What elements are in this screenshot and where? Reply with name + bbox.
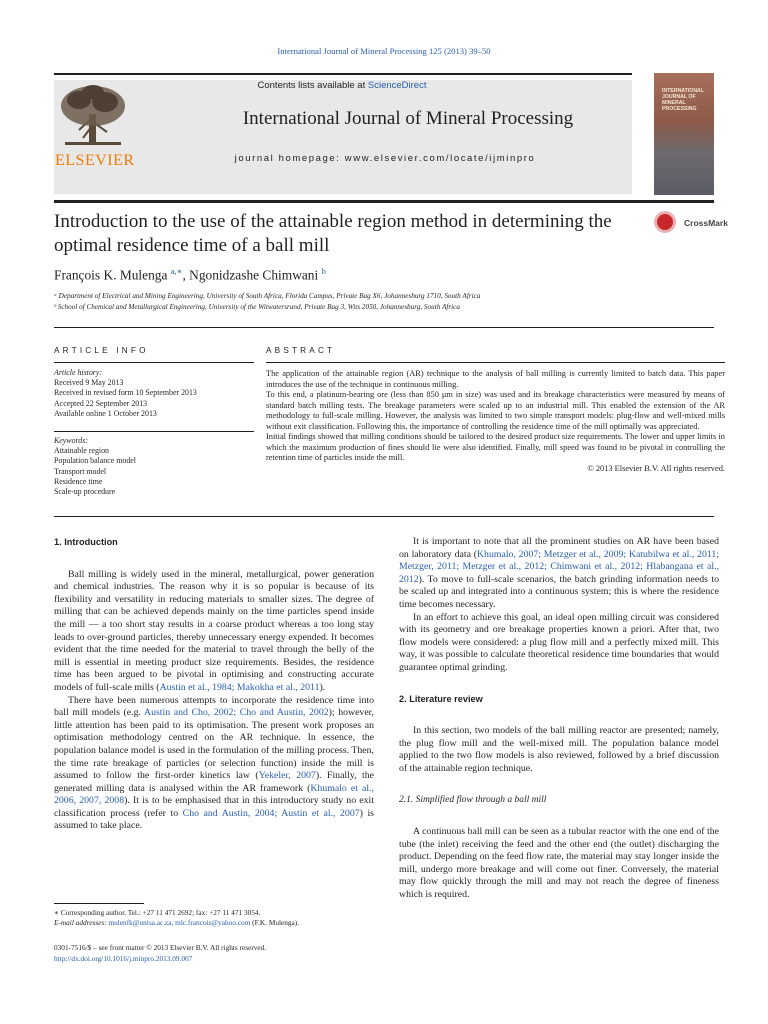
history-item: Received 9 May 2013: [54, 378, 124, 388]
text-run: It is important to note that all the prominent studies on AR have been based on laboratory data (: [399, 536, 719, 560]
section-heading-literature-review: 2. Literature review: [399, 693, 483, 704]
affiliation-a: ᵃ Department of Electrical and Mining Engineering, University of South Africa, Florida Campus, Private Bag X6, Johannesburg 1710, South Africa: [54, 292, 481, 300]
keyword-item: Transport model: [54, 466, 107, 476]
journal-cover-thumbnail[interactable]: [654, 73, 714, 195]
citation-link[interactable]: Cho and Austin, 2004; Austin et al., 2007: [182, 807, 360, 819]
author-separator: ,: [182, 267, 190, 283]
text-run: Ball milling is widely used in the mineral, metallurgical, power generation and chemical industries. The reason why it is so popular is because of its flexibility and versatility in reducing materials to smaller sizes. The degree of milling that can be achieved depends mainly on the time particles spend inside the mill — a too short stay results in a coarse product whereas a too long stay leads to over-ground particles, thereby unnecessary energy expended. It becomes evident that the time needed for the material to travel through the belly of the mill is essential in meeting product size requirements. Besides, the residence time has been argued to be pivotal in optimising and constructing accurate models of full-scale mills (: [54, 568, 374, 693]
right-column: [399, 536, 719, 902]
text-run: ). Finally, the generated milling data is analysed within the AR framework (: [54, 770, 374, 794]
doi-link[interactable]: http://dx.doi.org/10.1016/j.minpro.2013.09.007: [54, 954, 193, 963]
subsection-heading: 2.1. Simplified flow through a ball mill: [399, 794, 547, 805]
affiliation-b: ᵇ School of Chemical and Metallurgical Engineering, University of the Witwatersrand, Private Bag 3, Wits 2050, Johannesburg, South Africa: [54, 303, 460, 311]
abstract-paragraph: To this end, a platinum-bearing ore (less than 850 μm in size) was used and its breakage characteristics were measured by means of standard batch milling tests. The breakage parameters were scaled up to an industrial mill. This enabled the extension of the AR methodology to full-scale milling. However, the analysis was limited to two simple transport models: plug-flow and well-mixed mills without exit classification. Following this, the importance of controlling the residence time of the mill optimally was appreciated.: [266, 390, 725, 431]
intro-paragraph-1: [54, 569, 374, 695]
history-item: Accepted 22 September 2013: [54, 398, 148, 408]
journal-header-box: [54, 80, 632, 194]
header-top-rule: [54, 73, 632, 75]
intro-paragraph-2: [54, 695, 374, 834]
journal-reference-link[interactable]: International Journal of Mineral Processing 125 (2013) 39–50: [277, 46, 491, 56]
citation-link[interactable]: Austin and Cho, 2002; Cho and Austin, 2002: [144, 707, 329, 719]
author-1: François K. Mulenga: [54, 267, 171, 283]
issn-line: [54, 942, 374, 964]
affiliation-rule: [54, 327, 714, 328]
abstract-body: [266, 369, 725, 474]
text-run: ). It is to be emphasised that in this introductory study no exit classification process (refer to: [54, 795, 374, 819]
abstract-paragraph: The application of the attainable region (AR) technique to the analysis of ball milling is currently limited to batch data. This paper introduces the use of the technique in continuous milling.: [266, 369, 725, 389]
footnote: [54, 908, 374, 928]
text-run: ).: [319, 681, 326, 693]
footnote-rule: [54, 903, 144, 904]
keyword-item: Population balance model: [54, 456, 136, 466]
spacer: [399, 675, 719, 693]
author-1-affiliation-mark[interactable]: a,∗: [170, 266, 183, 276]
crossmark-label[interactable]: CrossMark: [684, 218, 728, 228]
cover-title: INTERNATIONAL JOURNAL OF MINERAL PROCESSING: [662, 88, 704, 112]
email-link[interactable]: mulenfk@unisa.ac.za, mlc.francois@yahoo.com: [108, 918, 251, 927]
info-rule: [54, 362, 254, 363]
email-name: (F.K. Mulenga).: [250, 918, 300, 927]
article-history: [54, 368, 254, 419]
header-bottom-rule: [54, 200, 714, 203]
citation-link[interactable]: Khumalo et al., 2006, 2007, 2008: [54, 782, 374, 807]
abstract-copyright: © 2013 Elsevier B.V. All rights reserved.: [587, 463, 725, 473]
article-info-heading: ARTICLE INFO: [54, 346, 149, 355]
text-run: ); however, little attention has been paid to its optimisation. The present work proposes an optimisation methodology centred on the AR technique. In essence, the population balance model is used in the formulation of the milling process. Then, the time rate breakage of particles (or selection function) inside the mill is assumed to follow the first-order kinetics law (: [54, 707, 374, 782]
email-note: [54, 918, 374, 928]
keywords-label: Keywords:: [54, 436, 88, 445]
citation-link[interactable]: Yekeler, 2007: [258, 770, 316, 782]
keyword-item: Residence time: [54, 476, 103, 486]
front-matter-note: 0301-7516/$ – see front matter © 2013 Elsevier B.V. All rights reserved.: [54, 943, 267, 952]
history-item: Available online 1 October 2013: [54, 408, 157, 418]
right-paragraph-1: [399, 536, 719, 612]
abstract-rule: [266, 362, 725, 363]
literature-paragraph: In this section, two models of the ball milling reactor are presented; namely, the plug flow mill and the well-mixed mill. The population balance model applied to the two flow models is also reviewed, followed by a brief discussion of the attainable region technique.: [399, 725, 719, 774]
history-item: Received in revised form 10 September 2013: [54, 388, 197, 398]
text-run: ). To move to full-scale scenarios, the batch grinding information needs to be scaled up and integrated into a continuous system; this is where the residence time becomes necessary.: [399, 573, 719, 610]
journal-title: International Journal of Mineral Processing: [242, 108, 574, 129]
sciencedirect-link[interactable]: ScienceDirect: [367, 80, 427, 91]
elsevier-wordmark: ELSEVIER: [55, 152, 135, 169]
author-2-affiliation-mark[interactable]: b: [321, 266, 326, 276]
citation-link[interactable]: Khumalo, 2007; Metzger et al., 2009; Katubilwa et al., 2011; Metzger, 2011; Metzger et al., 2012; Chimwani et al., 2012; Hlabangana et al., 2012: [399, 548, 720, 585]
keyword-item: Attainable region: [54, 446, 109, 456]
right-paragraph-2: In an effort to achieve this goal, an ideal open milling circuit was considered with its geometry and ore breakage properties known a priori. After that, two flow models were considered: a plug flow mill and a perfectly mixed mill. This way, it was possible to calculate theoretical residence time boundaries that would guarantee optimal grinding.: [399, 611, 719, 673]
abstract-bottom-rule: [54, 516, 714, 517]
section-heading-introduction: 1. Introduction: [54, 537, 118, 547]
left-column: [54, 536, 374, 833]
crossmark-icon[interactable]: [654, 211, 676, 233]
flow-paragraph: A continuous ball mill can be seen as a tubular reactor with the one end of the tube (the inlet) receiving the feed and the other end (the outlet) discharging the product. Depending on the feed flow rate, the material may stay longer inside the mill, undergo more breakage and will come out finer. Conversely, the material may flow quickly through the mill and may not reach the degree of fineness which is required.: [399, 826, 719, 901]
abstract-paragraph: Initial findings showed that milling conditions should be tailored to the desired product size requirements. The lower and upper limits in which the maximum production of fines should lie were also identified. Finally, mill speed was found to be pivotal in controlling the retention time of particles inside the mill.: [266, 432, 725, 462]
history-label: Article history:: [54, 368, 102, 377]
abstract-heading: ABSTRACT: [266, 346, 336, 355]
author-list: [54, 266, 654, 283]
article-title: Introduction to the use of the attainable region method in determining the optimal residence time of a ball mill: [54, 211, 612, 256]
contents-prefix: Contents lists available at: [257, 80, 368, 91]
journal-homepage[interactable]: journal homepage: www.elsevier.com/locate/ijminpro: [234, 153, 536, 164]
keywords: [54, 436, 254, 497]
text-run: There have been numerous attempts to incorporate the residence time into ball mill models (e.g.: [54, 694, 374, 719]
citation-link[interactable]: Austin et al., 1984; Makokha et al., 2011: [159, 681, 320, 693]
author-2: Ngonidzashe Chimwani: [189, 267, 322, 283]
email-label: E-mail addresses:: [54, 918, 109, 927]
history-rule: [54, 431, 254, 432]
text-run: ) is assumed to take place.: [54, 807, 374, 832]
corresponding-author-note: ∗ Corresponding author. Tel.: +27 11 471 2692; fax: +27 11 471 3054.: [54, 908, 261, 917]
keyword-item: Scale-up procedure: [54, 487, 116, 497]
contents-line: [140, 80, 544, 91]
